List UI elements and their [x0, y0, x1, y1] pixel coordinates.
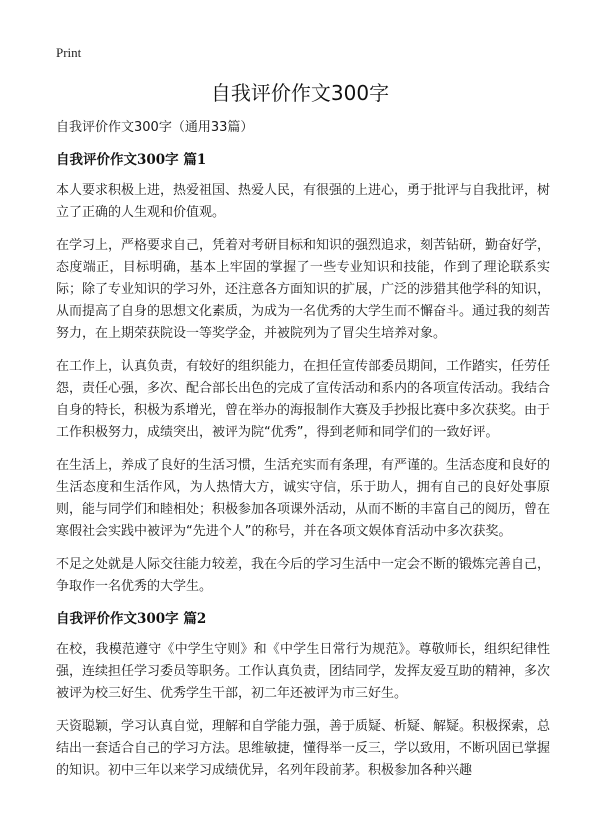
section-heading-1: 自我评价作文300字 篇1	[56, 152, 207, 168]
paragraph: 在校，我模范遵守《中学生守则》和《中学生日常行为规范》。尊敬师长，组织纪律性强，连续担任学习委员等职务。工作认真负责，团结同学，发挥友爱互助的精神，多次被评为校三好生、优秀学生干部，初二年还被评为市三好生。	[56, 642, 551, 701]
page-title: 自我评价作文300字	[210, 81, 390, 105]
paragraph: 不足之处就是人际交往能力较差，我在今后的学习生活中一定会不断的锻炼完善自己，争取作一名优秀的大学生。	[56, 557, 551, 594]
paragraph: 本人要求积极上进，热爱祖国、热爱人民，有很强的上进心，勇于批评与自我批评，树立了正确的人生观和价值观。	[56, 183, 551, 220]
document-subtitle: 自我评价作文300字（通用33篇）	[56, 120, 254, 135]
paragraph: 在学习上，严格要求自己，凭着对考研目标和知识的强烈追求，刻苦钻研，勤奋好学，态度端正，目标明确，基本上牢固的掌握了一些专业知识和技能，作到了理论联系实际；除了专业知识的学习外，还注意各方面知识的扩展，广泛的涉猎其他学科的知识，从而提高了自身的思想文化素质，为成为一名优秀的大学生而不懈奋斗。通过我的刻苦努力，在上期荣获院设一等奖学金，并被院列为了冒尖生培养对象。	[56, 238, 551, 341]
paragraph: 在生活上，养成了良好的生活习惯，生活充实而有条理，有严谨的。生活态度和良好的生活态度和生活作风，为人热情大方，诚实守信，乐于助人，拥有自己的良好处事原则，能与同学们和睦相处；积极参加各项课外活动，从而不断的丰富自己的阅历，曾在寒假社会实践中被评为“先进个人”的称号，并在各项文娱体育活动中多次获奖。	[56, 458, 551, 539]
paragraph: 天资聪颖，学习认真自觉，理解和自学能力强，善于质疑、析疑、解疑。积极探索，总结出一套适合自己的学习方法。思维敏捷，懂得举一反三，学以致用，不断巩固已掌握的知识。初中三年以来学习成绩优异，名列年段前茅。积极参加各种兴趣	[56, 719, 551, 778]
document-body	[56, 118, 550, 793]
section-heading-2: 自我评价作文300字 篇2	[56, 611, 207, 627]
print-link[interactable]: Print	[56, 45, 82, 60]
paragraph: 在工作上，认真负责，有较好的组织能力，在担任宣传部委员期间，工作踏实，任劳任怨，责任心强，多次、配合部长出色的完成了宣传活动和系内的各项宣传活动。我结合自身的特长，积极为系增光，曾在举办的海报制作大赛及手抄报比赛中多次获奖。由于工作积极努力，成绩突出，被评为院“优秀”，得到老师和同学们的一致好评。	[56, 359, 551, 440]
